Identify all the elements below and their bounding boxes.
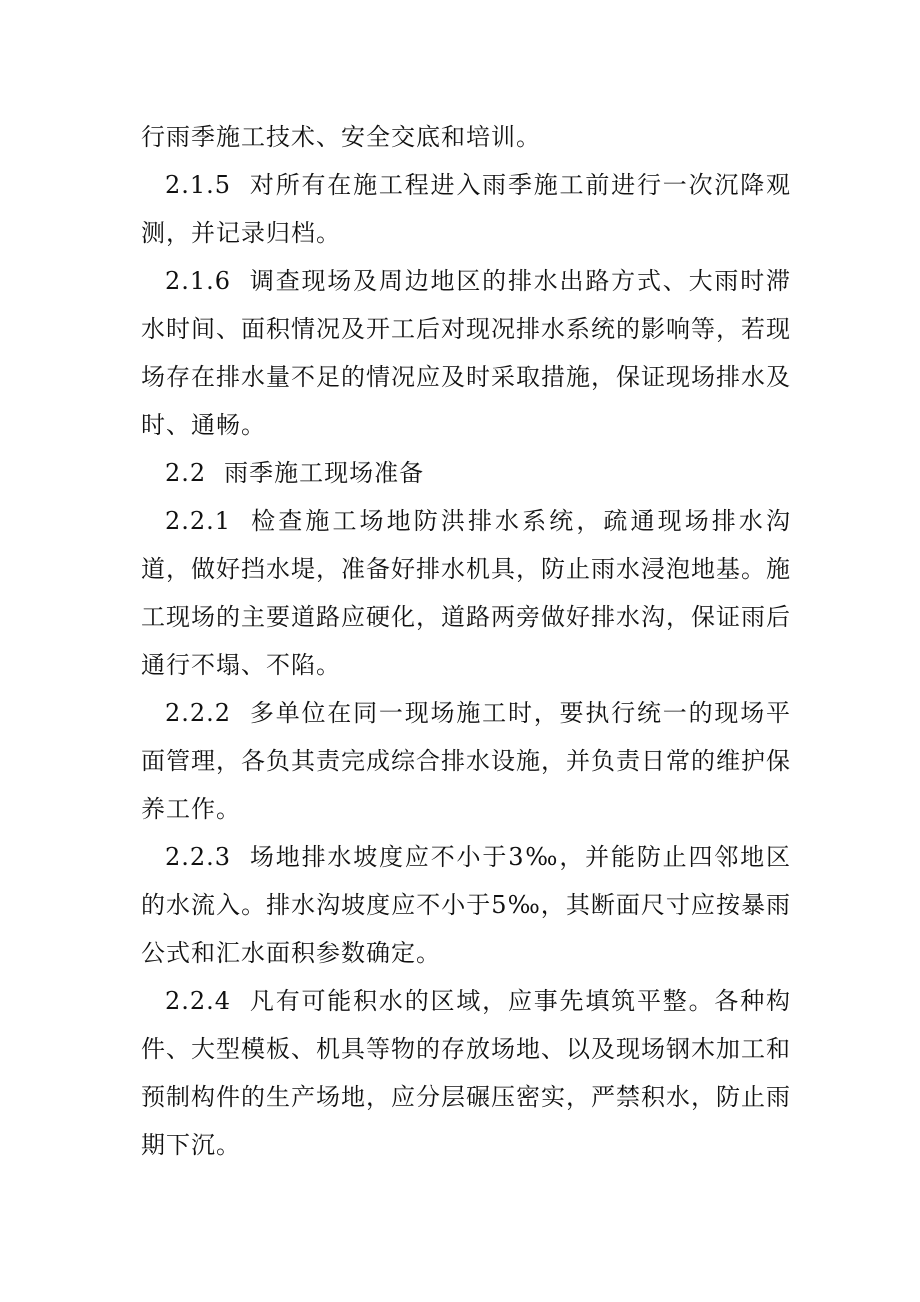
section-number: 2.2.3 <box>165 843 232 871</box>
section-heading-2-2 <box>141 449 791 497</box>
section-number: 2.2 <box>165 459 207 487</box>
paragraph-text: 行雨季施工技术、安全交底和培训。 <box>141 123 541 151</box>
section-number: 2.2.4 <box>165 987 232 1015</box>
document-body <box>141 113 791 1169</box>
paragraph-text: 场地排水坡度应不小于3‰，并能防止四邻地区的水流入。排水沟坡度应不小于5‰，其断面尺寸应按暴雨公式和汇水面积参数确定。 <box>141 843 791 967</box>
paragraph-2-1-5 <box>141 161 791 257</box>
section-number: 2.1.5 <box>165 171 232 199</box>
paragraph-text: 检查施工场地防洪排水系统，疏通现场排水沟道，做好挡水堤，准备好排水机具，防止雨水浸泡地基。施工现场的主要道路应硬化，道路两旁做好排水沟，保证雨后通行不塌、不陷。 <box>141 507 791 679</box>
paragraph-2-2-1 <box>141 497 791 689</box>
section-number: 2.2.2 <box>165 699 232 727</box>
paragraph-continuation <box>141 113 791 161</box>
section-number: 2.1.6 <box>165 267 232 295</box>
section-number: 2.2.1 <box>165 507 232 535</box>
paragraph-text: 多单位在同一现场施工时，要执行统一的现场平面管理，各负其责完成综合排水设施，并负责日常的维护保养工作。 <box>141 699 791 823</box>
paragraph-text: 调查现场及周边地区的排水出路方式、大雨时滞水时间、面积情况及开工后对现况排水系统的影响等，若现场存在排水量不足的情况应及时采取措施，保证现场排水及时、通畅。 <box>141 267 791 439</box>
paragraph-2-1-6 <box>141 257 791 449</box>
paragraph-text: 凡有可能积水的区域，应事先填筑平整。各种构件、大型模板、机具等物的存放场地、以及现场钢木加工和预制构件的生产场地，应分层碾压密实，严禁积水，防止雨期下沉。 <box>141 987 791 1159</box>
paragraph-2-2-3 <box>141 833 791 977</box>
paragraph-text: 对所有在施工程进入雨季施工前进行一次沉降观测，并记录归档。 <box>141 171 791 247</box>
paragraph-2-2-4 <box>141 977 791 1169</box>
section-heading-text: 雨季施工现场准备 <box>224 459 425 487</box>
paragraph-2-2-2 <box>141 689 791 833</box>
